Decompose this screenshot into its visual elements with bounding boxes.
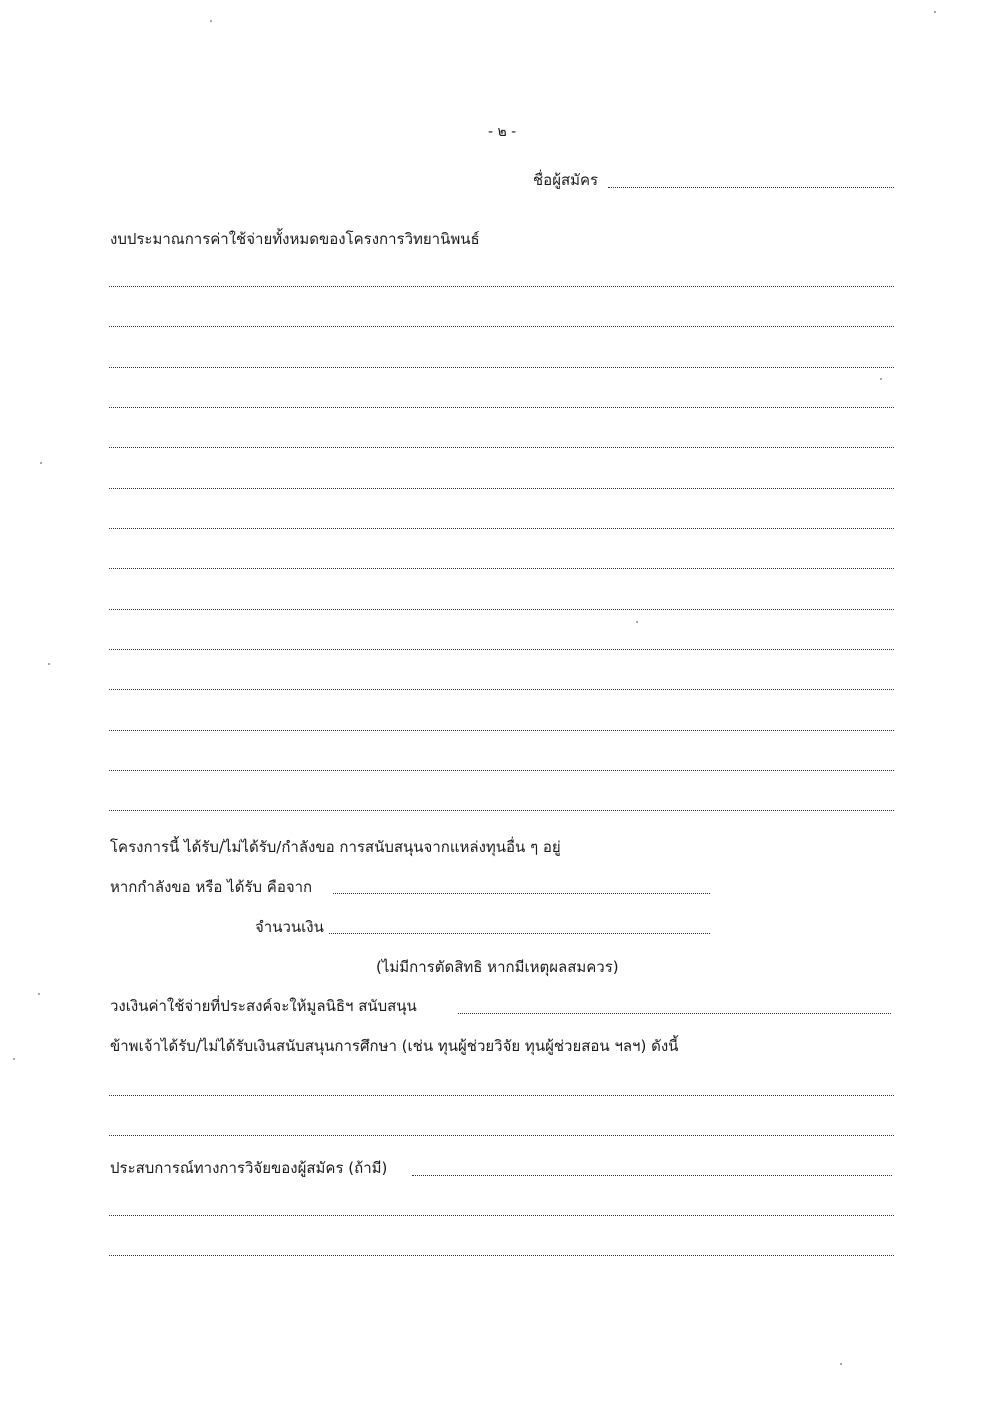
scan-speck: [40, 462, 42, 464]
scan-speck: [934, 11, 936, 13]
page-number: - ๒ -: [488, 124, 517, 140]
scan-speck: [38, 993, 40, 995]
budget-heading: งบประมาณการค่าใช้จ่ายทั้งหมดของโครงการวิทยานิพนธ์: [110, 230, 480, 248]
applicant-name-label: ชื่อผู้สมัคร: [533, 171, 599, 189]
budget-line[interactable]: [109, 488, 894, 489]
rights-note: (ไม่มีการตัดสิทธิ หากมีเหตุผลสมควร): [376, 958, 619, 976]
budget-line[interactable]: [109, 810, 894, 811]
budget-line[interactable]: [109, 367, 894, 368]
budget-line[interactable]: [109, 730, 894, 731]
budget-line[interactable]: [109, 649, 894, 650]
budget-line[interactable]: [109, 609, 894, 610]
scan-speck: [48, 663, 50, 665]
amount-field[interactable]: [329, 933, 710, 934]
scan-speck: [636, 621, 638, 623]
research-experience-label: ประสบการณ์ทางการวิจัยของผู้สมัคร (ถ้ามี): [110, 1159, 388, 1177]
scan-speck: [210, 20, 212, 22]
requested-budget-field[interactable]: [458, 1013, 891, 1014]
budget-line[interactable]: [109, 447, 894, 448]
applicant-name-field[interactable]: [608, 187, 894, 188]
scan-speck: [840, 1363, 842, 1365]
scholarship-field-line[interactable]: [109, 1135, 894, 1136]
funding-status-line: โครงการนี้ ได้รับ/ไม่ได้รับ/กำลังขอ การสนับสนุนจากแหล่งทุนอื่น ๆ อยู่: [110, 838, 561, 856]
budget-line[interactable]: [109, 286, 894, 287]
scholarship-line: ข้าพเจ้าได้รับ/ไม่ได้รับเงินสนับสนุนการศึกษา (เช่น ทุนผู้ช่วยวิจัย ทุนผู้ช่วยสอน ฯลฯ) ดังนี้: [110, 1037, 679, 1055]
budget-line[interactable]: [109, 689, 894, 690]
research-experience-field-line[interactable]: [109, 1255, 894, 1256]
scholarship-field-line[interactable]: [109, 1095, 894, 1096]
budget-line[interactable]: [109, 528, 894, 529]
budget-line[interactable]: [109, 407, 894, 408]
research-experience-field[interactable]: [412, 1175, 892, 1176]
requested-budget-label: วงเงินค่าใช้จ่ายที่ประสงค์จะให้มูลนิธิฯ สนับสนุน: [110, 997, 417, 1015]
scan-speck: [13, 1058, 15, 1060]
budget-line[interactable]: [109, 770, 894, 771]
research-experience-field-line[interactable]: [109, 1215, 894, 1216]
budget-line[interactable]: [109, 326, 894, 327]
funding-source-label: หากกำลังขอ หรือ ได้รับ คือจาก: [110, 878, 313, 896]
scan-speck: [880, 378, 882, 380]
budget-line[interactable]: [109, 568, 894, 569]
amount-label: จำนวนเงิน: [255, 918, 324, 936]
funding-source-field[interactable]: [333, 893, 710, 894]
